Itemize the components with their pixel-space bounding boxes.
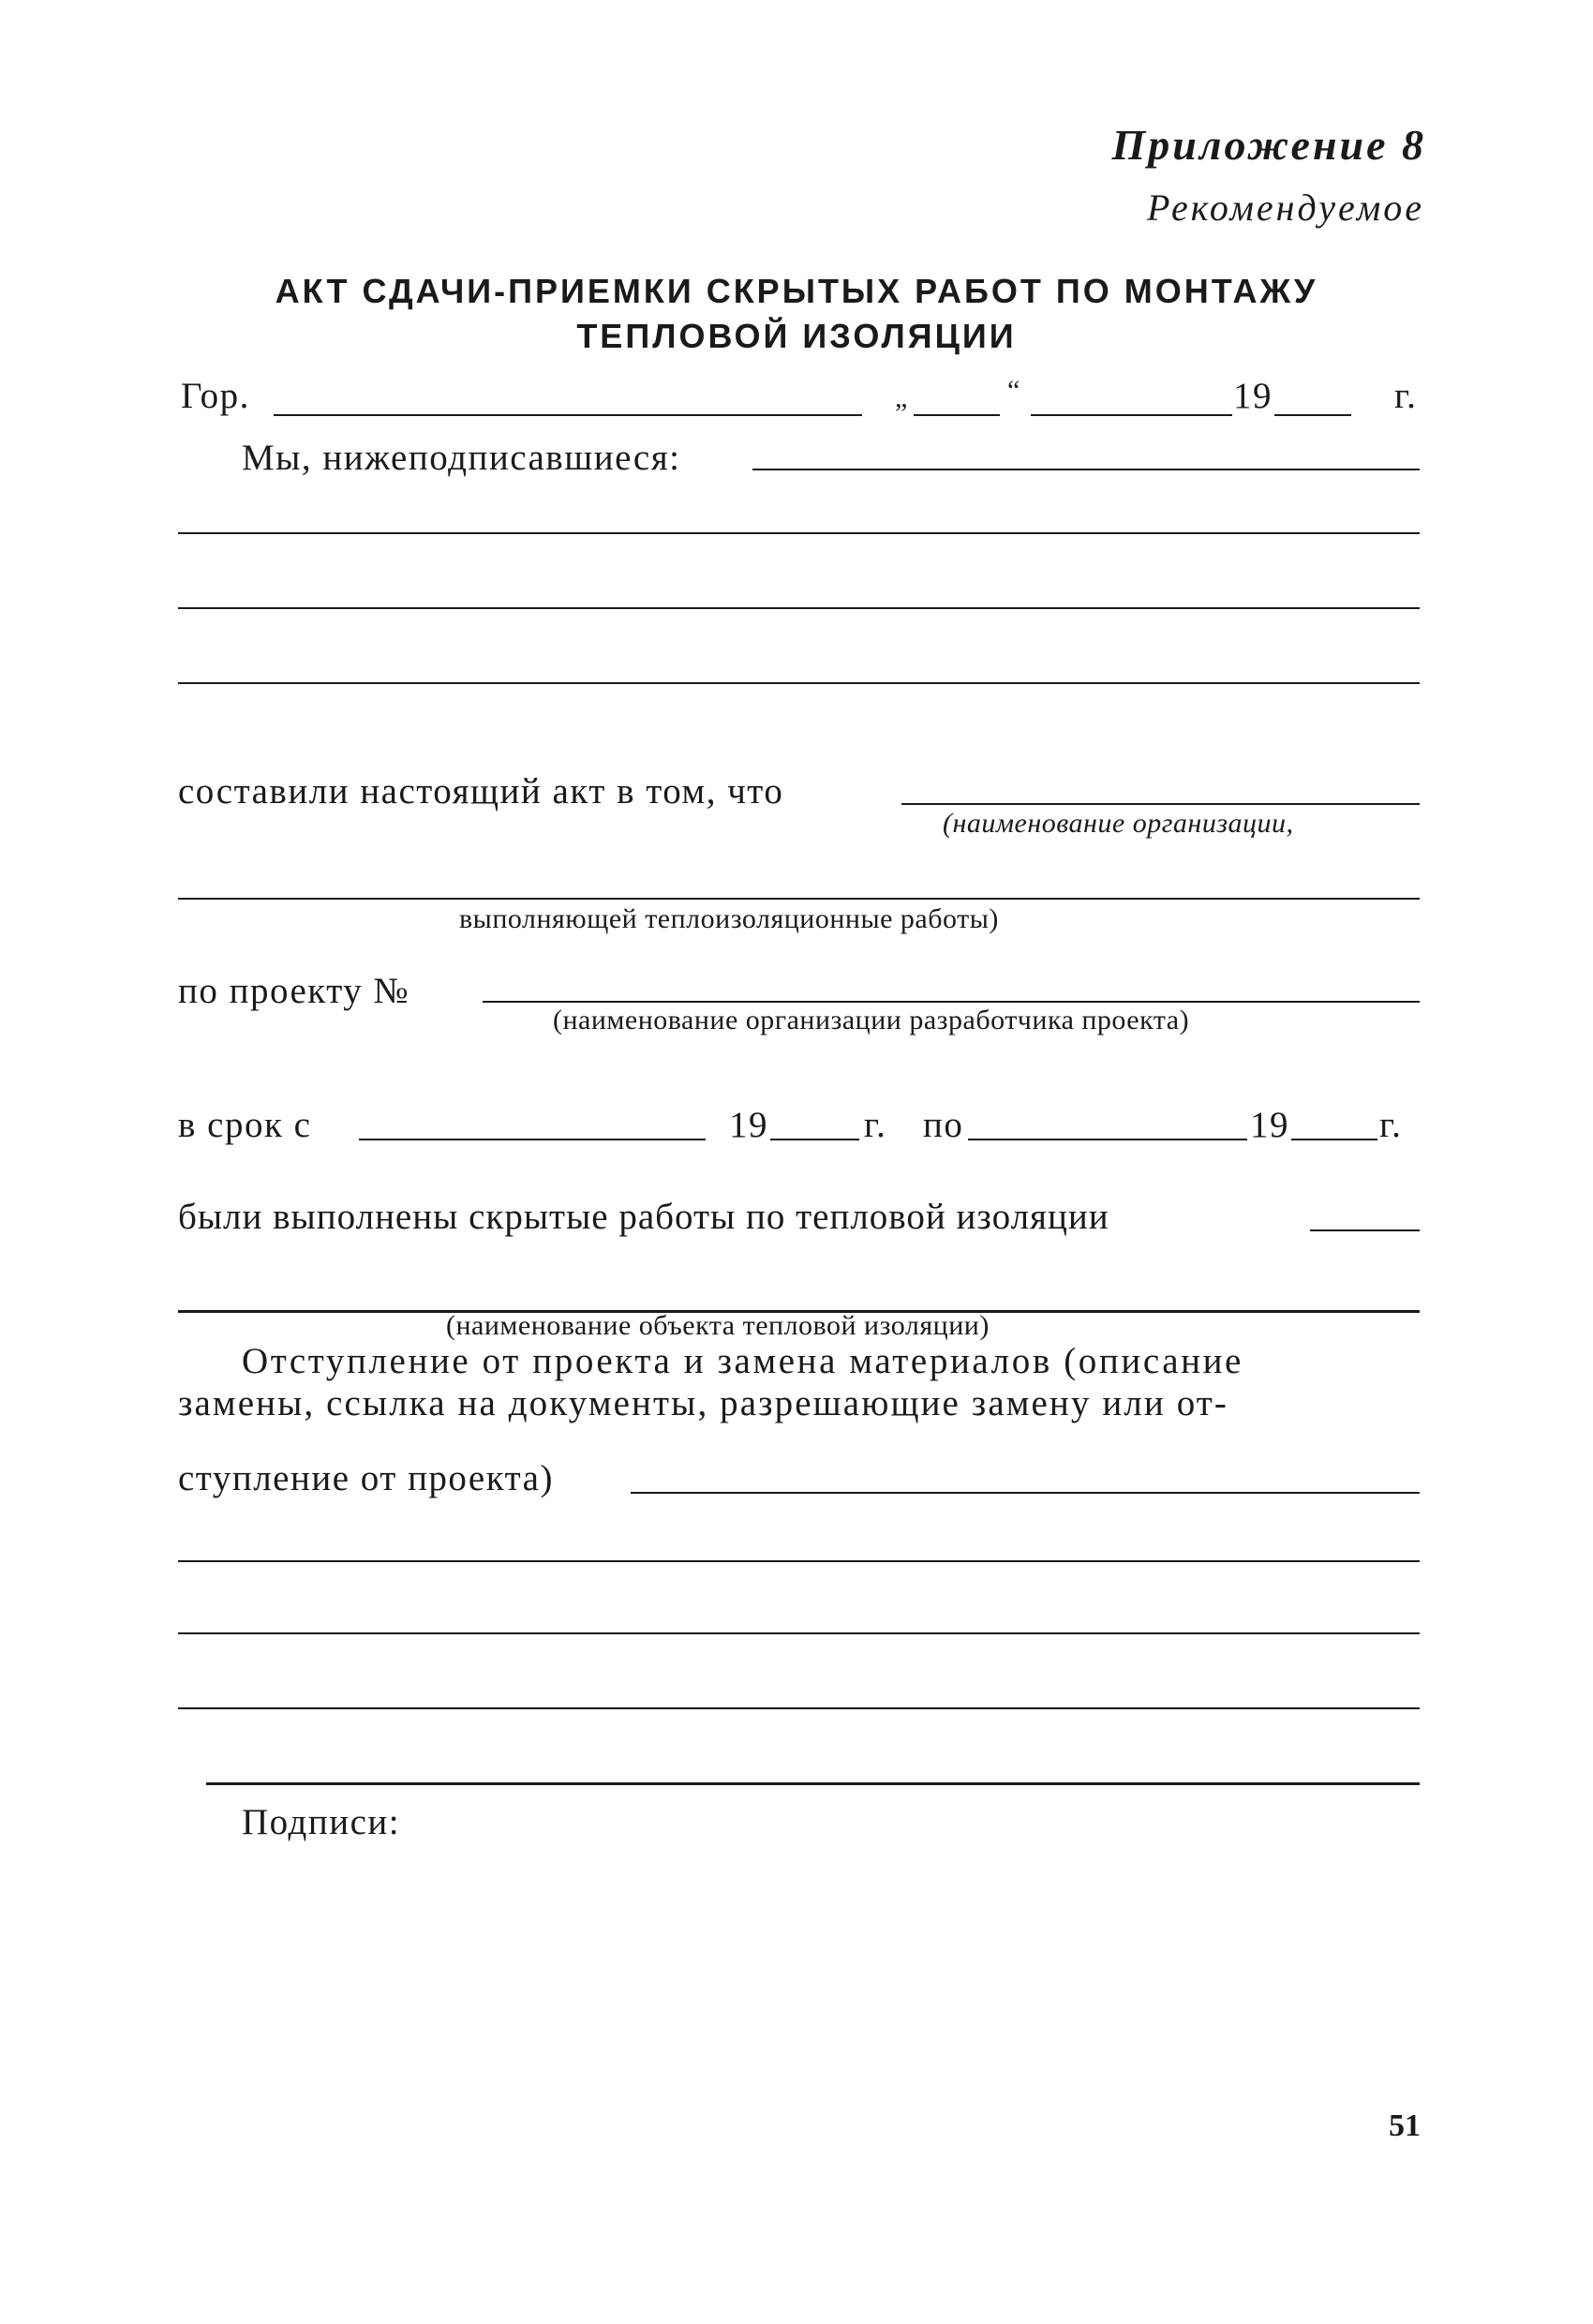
- period-start-field[interactable]: [359, 1139, 706, 1140]
- project-field[interactable]: [483, 1001, 1420, 1003]
- period-to-label: по: [923, 1105, 964, 1145]
- signatures-label: Подписи:: [242, 1802, 401, 1842]
- quote-open: „: [895, 382, 909, 413]
- document-title-line-1: АКТ СДАЧИ-ПРИЕМКИ СКРЫТЫХ РАБОТ ПО МОНТАЖУ: [275, 272, 1318, 310]
- undersigned-label: Мы, нижеподписавшиеся:: [242, 438, 681, 478]
- deviation-field-line-5[interactable]: [206, 1782, 1420, 1785]
- quote-close: “: [1007, 375, 1021, 406]
- period-end-year-field[interactable]: [1291, 1139, 1377, 1140]
- period-start-year-suffix: г.: [864, 1105, 887, 1145]
- object-caption: (наименование объекта тепловой изоляции): [446, 1310, 990, 1341]
- appendix-label: Приложение 8: [1111, 121, 1426, 169]
- undersigned-field-line-4[interactable]: [178, 682, 1420, 684]
- year-prefix: 19: [1233, 376, 1273, 416]
- period-label: в срок с: [178, 1105, 312, 1145]
- deviation-field-line-3[interactable]: [178, 1632, 1420, 1634]
- organization-caption: (наименование организации,: [943, 808, 1294, 839]
- year-field[interactable]: [1274, 414, 1351, 416]
- page-number: 51: [1389, 2108, 1421, 2143]
- deviation-text-line-1: Отступление от проекта и замена материалов (описание: [242, 1341, 1243, 1381]
- organization-field[interactable]: [901, 803, 1420, 805]
- recommended-label: Рекомендуемое: [1146, 186, 1424, 229]
- city-label: Гор.: [181, 376, 250, 416]
- period-end-year-suffix: г.: [1379, 1105, 1403, 1145]
- month-field[interactable]: [1031, 414, 1232, 416]
- act-statement-label: составили настоящий акт в том, что: [178, 771, 784, 812]
- day-field[interactable]: [914, 414, 1000, 416]
- undersigned-field[interactable]: [752, 469, 1420, 470]
- period-end-year-prefix: 19: [1250, 1105, 1289, 1145]
- document-title-line-2: ТЕПЛОВОЙ ИЗОЛЯЦИИ: [576, 317, 1017, 355]
- organization-caption-2: выполняющей теплоизоляционные работы): [459, 903, 999, 934]
- undersigned-field-line-3[interactable]: [178, 607, 1420, 609]
- period-end-field[interactable]: [968, 1139, 1247, 1140]
- project-label: по проекту №: [178, 971, 410, 1011]
- period-start-year-field[interactable]: [770, 1139, 859, 1140]
- hidden-works-label: были выполнены скрытые работы по тепловой изоляции: [178, 1197, 1109, 1237]
- project-caption: (наименование организации разработчика проекта): [553, 1005, 1190, 1035]
- organization-field-line-2[interactable]: [178, 898, 1420, 900]
- period-start-year-prefix: 19: [729, 1105, 768, 1145]
- deviation-text-line-3: ступление от проекта): [178, 1458, 554, 1498]
- deviation-field[interactable]: [631, 1492, 1420, 1494]
- hidden-works-field[interactable]: [1310, 1229, 1420, 1231]
- undersigned-field-line-2[interactable]: [178, 532, 1420, 534]
- deviation-field-line-4[interactable]: [178, 1707, 1420, 1709]
- deviation-text-line-2: замены, ссылка на документы, разрешающие замену или от-: [178, 1383, 1229, 1423]
- deviation-field-line-2[interactable]: [178, 1560, 1420, 1562]
- year-suffix: г.: [1394, 376, 1418, 416]
- city-field[interactable]: [274, 414, 862, 416]
